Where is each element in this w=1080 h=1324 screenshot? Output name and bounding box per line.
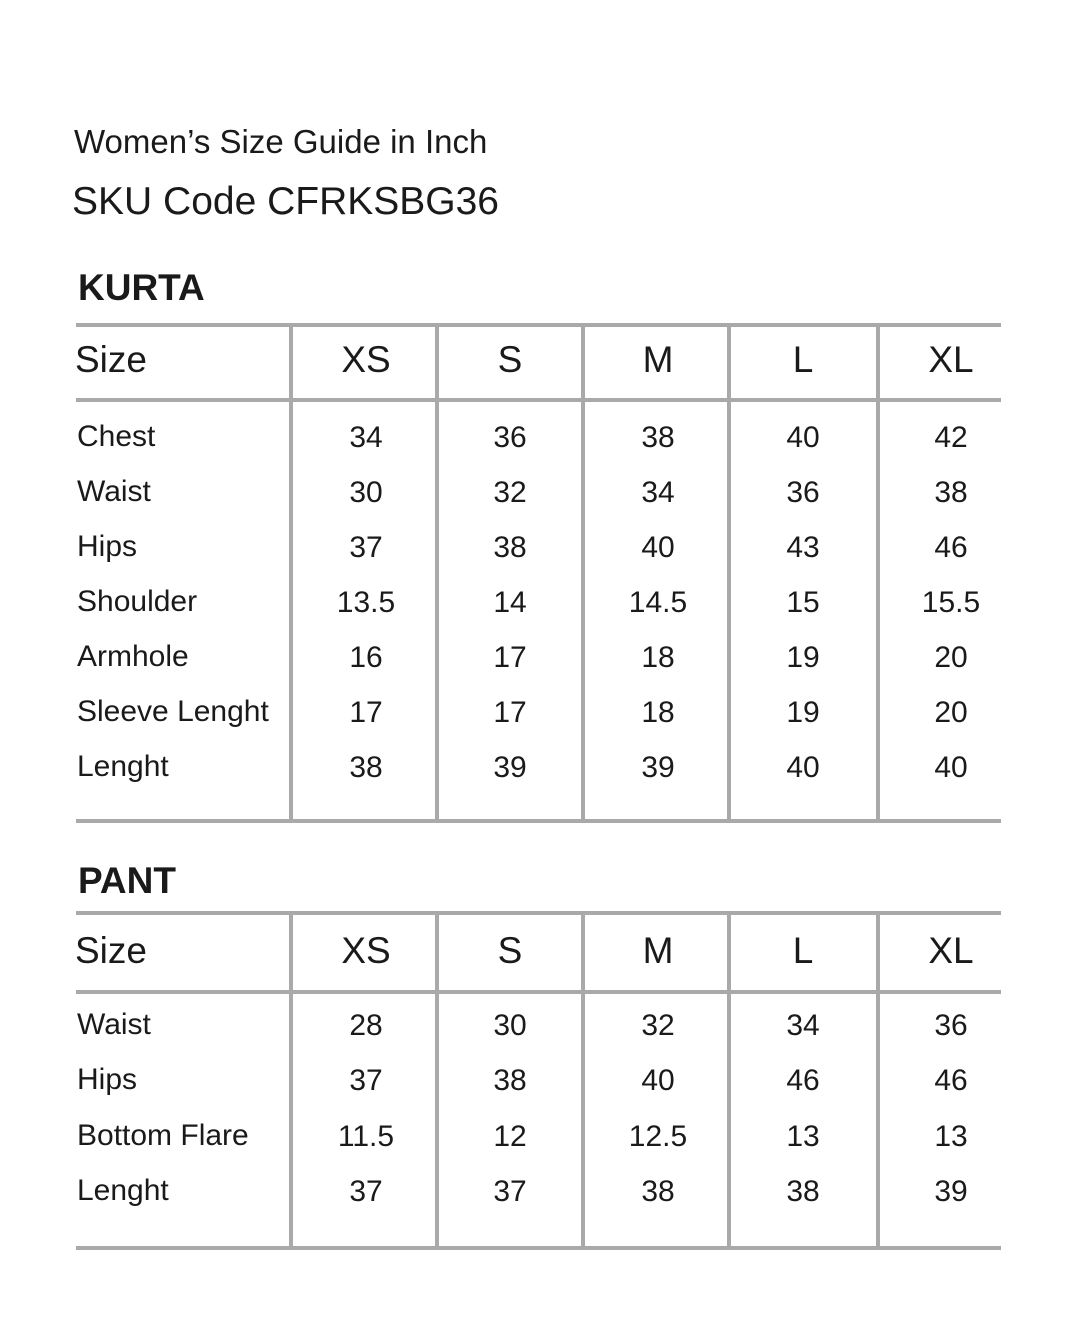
measurement-cell: 16 (349, 641, 383, 674)
row-label: Waist (77, 475, 151, 508)
measurement-cell: 30 (349, 476, 383, 509)
measurement-cell: 40 (786, 421, 820, 454)
row-label: Hips (77, 1063, 138, 1097)
measurement-cell: 32 (641, 1009, 675, 1042)
sku-code: SKU Code CFRKSBG36 (72, 180, 500, 223)
row-label: Lenght (77, 1173, 169, 1207)
measurement-cell: 20 (934, 696, 968, 729)
row-label: Sleeve Lenght (77, 695, 269, 728)
measurement-cell: 36 (493, 421, 527, 454)
measurement-cell: 37 (349, 1064, 383, 1098)
measurement-cell: 19 (786, 641, 820, 674)
header-size-xs: XS (341, 930, 391, 971)
row-label: Shoulder (77, 585, 198, 618)
measurement-cell: 38 (493, 1064, 527, 1098)
header-size-m: M (642, 930, 674, 971)
measurement-cell: 38 (493, 531, 527, 564)
measurement-cell: 20 (934, 641, 968, 674)
measurement-cell: 37 (349, 1174, 383, 1208)
header-size-xl: XL (928, 339, 974, 380)
measurement-cell: 46 (786, 1064, 820, 1098)
header-size-m: M (642, 339, 674, 380)
table-bottom-border (76, 1246, 1001, 1250)
measurement-cell: 40 (641, 1064, 675, 1098)
measurement-cell: 34 (349, 421, 383, 454)
measurement-cell: 13.5 (336, 586, 396, 619)
table-top-border (76, 323, 1001, 327)
measurement-cell: 40 (786, 751, 820, 784)
header-divider (76, 398, 1001, 402)
measurement-cell: 38 (934, 476, 968, 509)
measurement-cell: 30 (493, 1009, 527, 1042)
column-divider (876, 911, 880, 1246)
measurement-cell: 17 (349, 696, 383, 729)
measurement-cell: 28 (349, 1009, 383, 1042)
table-bottom-border (76, 819, 1001, 823)
table-top-border (76, 911, 1001, 915)
row-label: Bottom Flare (77, 1118, 249, 1152)
column-divider (876, 323, 880, 819)
measurement-cell: 46 (934, 531, 968, 564)
row-label: Armhole (77, 640, 189, 673)
measurement-cell: 13 (786, 1119, 820, 1153)
measurement-cell: 14 (493, 586, 527, 619)
column-divider (581, 911, 585, 1246)
measurement-cell: 38 (349, 751, 383, 784)
column-divider (727, 911, 731, 1246)
column-divider (289, 323, 293, 819)
column-divider (727, 323, 731, 819)
pant-section-title: PANT (78, 860, 176, 901)
measurement-cell: 39 (493, 751, 527, 784)
measurement-cell: 17 (493, 696, 527, 729)
size-guide-title: Women’s Size Guide in Inch (74, 123, 488, 160)
measurement-cell: 18 (641, 696, 675, 729)
measurement-cell: 18 (641, 641, 675, 674)
measurement-cell: 42 (934, 421, 968, 454)
measurement-cell: 15 (786, 586, 820, 619)
column-divider (435, 911, 439, 1246)
header-size-label: Size (75, 930, 147, 971)
measurement-cell: 34 (641, 476, 675, 509)
column-divider (435, 323, 439, 819)
measurement-cell: 40 (934, 751, 968, 784)
header-size-xl: XL (928, 930, 974, 971)
measurement-cell: 15.5 (921, 586, 981, 619)
measurement-cell: 37 (493, 1174, 527, 1208)
measurement-cell: 12.5 (628, 1119, 688, 1153)
column-divider (581, 323, 585, 819)
header-size-s: S (497, 339, 523, 380)
column-divider (289, 911, 293, 1246)
header-size-l: L (792, 339, 814, 380)
measurement-cell: 11.5 (337, 1119, 395, 1153)
measurement-cell: 43 (786, 531, 820, 564)
header-size-xs: XS (341, 339, 391, 380)
measurement-cell: 17 (493, 641, 527, 674)
header-divider (76, 990, 1001, 994)
measurement-cell: 13 (934, 1119, 968, 1153)
measurement-cell: 38 (641, 421, 675, 454)
header-size-l: L (792, 930, 814, 971)
row-label: Chest (77, 420, 156, 453)
measurement-cell: 37 (349, 531, 383, 564)
measurement-cell: 38 (641, 1174, 675, 1208)
kurta-section-title: KURTA (78, 267, 205, 308)
measurement-cell: 12 (493, 1119, 527, 1153)
measurement-cell: 14.5 (628, 586, 688, 619)
measurement-cell: 19 (786, 696, 820, 729)
header-size-label: Size (75, 339, 147, 380)
header-size-s: S (497, 930, 523, 971)
measurement-cell: 38 (786, 1174, 820, 1208)
measurement-cell: 39 (641, 751, 675, 784)
measurement-cell: 46 (934, 1064, 968, 1098)
row-label: Waist (77, 1008, 151, 1041)
measurement-cell: 32 (493, 476, 527, 509)
measurement-cell: 39 (934, 1174, 968, 1208)
row-label: Lenght (77, 750, 169, 783)
measurement-cell: 34 (786, 1009, 820, 1042)
measurement-cell: 36 (786, 476, 820, 509)
measurement-cell: 36 (934, 1009, 968, 1042)
measurement-cell: 40 (641, 531, 675, 564)
row-label: Hips (77, 530, 138, 563)
